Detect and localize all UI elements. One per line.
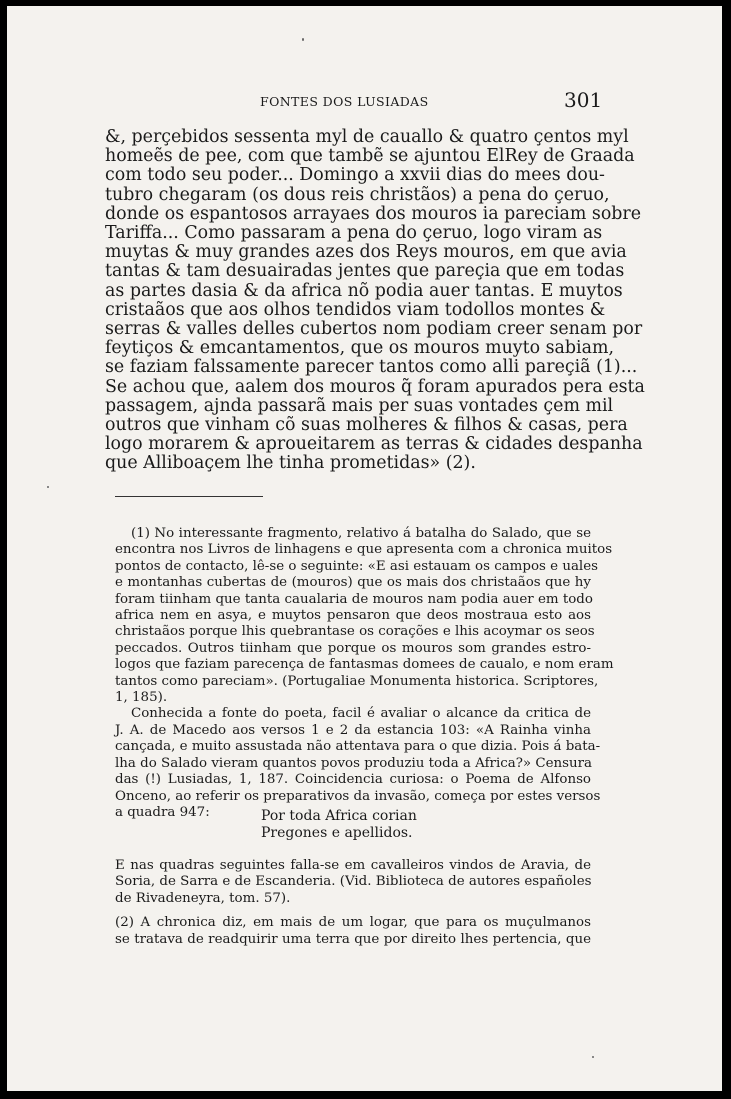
footnote-continuation <box>115 858 591 948</box>
main-text-line: as partes dasia & da africa nõ podia auer tantas. E muytos <box>105 280 623 301</box>
paper-speck <box>592 1056 594 1058</box>
running-title: FONTES DOS LUSIADAS <box>260 94 429 109</box>
footnote-line: a quadra 947: <box>115 804 210 820</box>
footnote-line: (2) A chronica diz, em mais de um logar, que para os muçulmanos <box>115 915 591 931</box>
footnote-line: Onceno, ao referir os preparativos da invasão, começa por estes versos <box>115 788 601 804</box>
main-text-line: cristaãos que aos olhos tendidos viam todollos montes & <box>105 299 606 320</box>
main-text-line: &, perçebidos sessenta myl de cauallo & quatro çentos myl <box>105 127 629 147</box>
book-page <box>7 6 722 1091</box>
footnote-line: christaãos porque lhis quebrantase os corações e lhis acoymar os seos <box>115 624 595 640</box>
footnote-line: Conhecida a fonte do poeta, facil é avaliar o alcance da critica de <box>131 706 591 722</box>
footnote-line: se tratava de readquirir uma terra que por direito lhes pertencia, que <box>115 931 591 947</box>
main-text-line: Se achou que, aalem dos mouros q̃ foram apurados pera esta <box>105 376 645 397</box>
main-text-line: homeẽs de pee, com que tambẽ se ajuntou ElRey de Graada <box>105 146 635 167</box>
footnote-separator <box>115 496 263 497</box>
main-text-line: tantas & tam desuairadas jentes que pareçia que em todas <box>105 261 625 282</box>
footnote-line: encontra nos Livros de linhagens e que apresenta com a chronica muitos <box>115 542 613 558</box>
footnote-line: de Rivadeneyra, tom. 57). <box>115 890 291 906</box>
footnote-line: Soria, de Sarra e de Escanderia. (Vid. Biblioteca de autores españoles <box>115 874 592 890</box>
page-number: 301 <box>564 88 603 112</box>
paper-speck <box>302 38 304 41</box>
main-text-block <box>105 127 645 474</box>
footnote-line: logos que faziam parecença de fantasmas domees de caualo, e nom eram <box>115 657 614 673</box>
main-text-line: com todo seu poder... Domingo a xxvii dias do mees dou- <box>105 165 605 186</box>
footnote-line: J. A. de Macedo aos versos 1 e 2 da estancia 103: «A Rainha vinha <box>115 722 591 738</box>
main-text-line: que Alliboaçem lhe tinha prometidas» (2). <box>105 453 476 474</box>
footnote-line: peccados. Outros tiinham que porque os mouros som grandes estro- <box>115 640 591 656</box>
footnote-line: lha do Salado vieram quantos povos produziu toda a Africa?» Censura <box>115 755 593 771</box>
main-text-line: Tariffa... Como passaram a pena do çeruo, logo viram as <box>105 223 603 244</box>
footnote-line: foram tiinham que tanta caualaria de mouros nam podia auer em todo <box>115 591 593 607</box>
verse-line: Pregones e apellidos. <box>261 825 413 841</box>
footnote-line: africa nem en asya, e muytos pensaron que deos mostraua esto aos <box>115 608 591 624</box>
footnote-line: das (!) Lusiadas, 1, 187. Coincidencia curiosa: o Poema de Alfonso <box>115 772 591 788</box>
footnote-line: cançada, e muito assustada não attentava para o que dizia. Pois á bata- <box>115 739 601 755</box>
footnote-line: E nas quadras seguintes falla-se em cavalleiros vindos de Aravia, de <box>115 858 591 873</box>
paper-speck <box>47 486 49 488</box>
main-text-line: se faziam falssamente parecer tantos como alli pareçiã (1)... <box>105 357 638 378</box>
paragraph-gap <box>115 907 591 915</box>
main-text-line: serras & valles delles cubertos nom podiam creer senam por <box>105 319 643 340</box>
main-text-line: muytas & muy grandes azes dos Reys mouros, em que avia <box>105 242 627 263</box>
main-text-line: passagem, ajnda passarã mais per suas vontades çem mil <box>105 395 614 416</box>
main-text-line: feytiços & emcantamentos, que os mouros muyto sabiam, <box>105 338 614 359</box>
footnote-1 <box>115 526 614 821</box>
verse-line: Por toda Africa corian <box>261 808 417 824</box>
main-text-line: donde os espantosos arrayaes dos mouros ia pareciam sobre <box>105 203 642 224</box>
footnote-line: pontos de contacto, lê-se o seguinte: «E asi estauam os campos e uales <box>115 558 599 574</box>
footnote-line: (1) No interessante fragmento, relativo á batalha do Salado, que se <box>131 526 591 541</box>
footnote-line: 1, 185). <box>115 690 168 706</box>
footnote-line: e montanhas cubertas de (mouros) que os mais dos christaãos que hy <box>115 575 591 591</box>
footnote-line: tantos como pareciam». (Portugaliae Monumenta historica. Scriptores, <box>115 673 599 689</box>
main-text-line: logo morarem & aproueitarem as terras & cidades despanha <box>105 434 643 455</box>
main-text-line: tubro chegaram (os dous reis christãos) a pena do çeruo, <box>105 184 610 205</box>
page-header <box>7 90 722 120</box>
main-text-line: outros que vinham cõ suas molheres & filhos & casas, pera <box>105 415 628 436</box>
quoted-verse <box>261 808 417 842</box>
